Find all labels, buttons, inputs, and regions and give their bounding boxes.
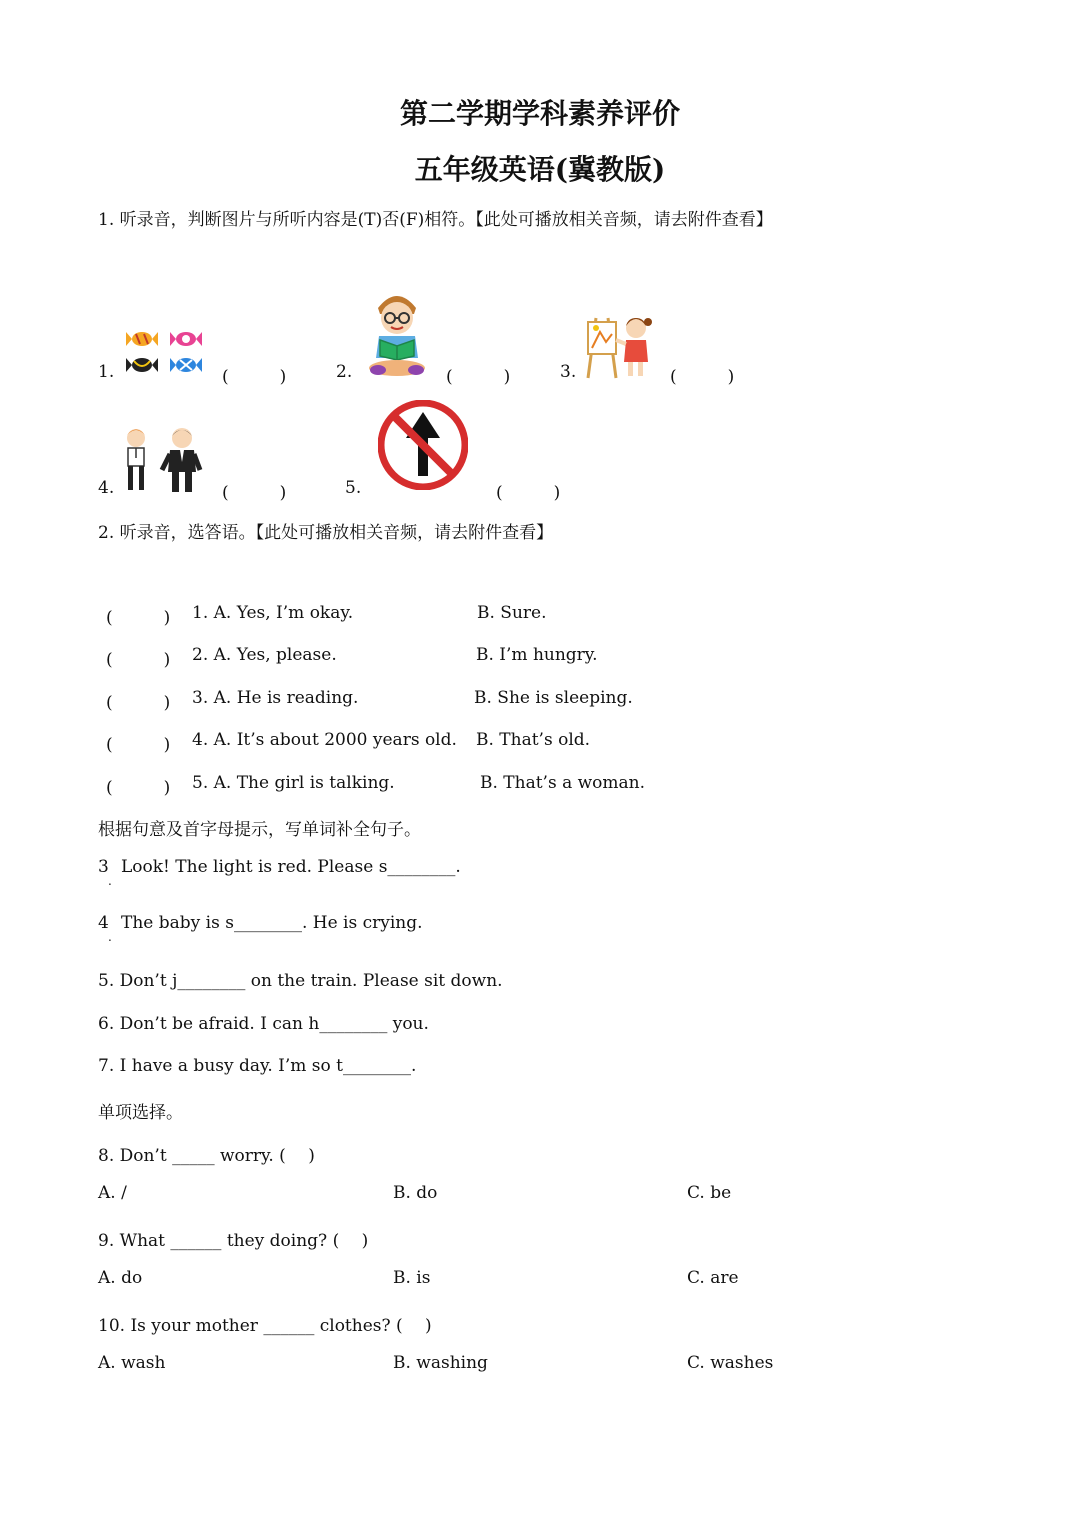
fill-blank-sentence: Look! The light is red. Please s________.	[121, 857, 461, 877]
listen-item-number: 4.	[98, 478, 115, 498]
option-a: 1. A. Yes, I’m okay.	[192, 603, 354, 623]
option-b: B. That’s a woman.	[480, 773, 646, 793]
answer-paren[interactable]: ( )	[106, 735, 171, 755]
option-a: 4. A. It’s about 2000 years old.	[192, 730, 457, 750]
page-title: 第二学期学科素养评价	[399, 97, 680, 130]
fill-blank-sentence: The baby is s________. He is crying.	[121, 913, 423, 933]
fill-blank-sentence: 6. Don’t be afraid. I can h________ you.	[98, 1014, 429, 1034]
option-b: B. Sure.	[477, 603, 547, 623]
answer-paren[interactable]: ( )	[106, 650, 171, 670]
answer-paren[interactable]: ( )	[446, 367, 511, 387]
choice-question: 9. What ______ they doing? ( )	[98, 1231, 369, 1251]
two-men-icon	[118, 426, 204, 494]
question-number: 4	[98, 913, 109, 933]
option-a: 3. A. He is reading.	[192, 688, 359, 708]
section2-heading: 2. 听录音，选答语。【此处可播放相关音频，请去附件查看】	[98, 523, 554, 543]
answer-paren[interactable]: ( )	[106, 778, 171, 798]
fill-blank-sentence: 5. Don’t j________ on the train. Please sit down.	[98, 971, 503, 991]
listen-item-number: 3.	[560, 362, 577, 382]
option-b: B. She is sleeping.	[474, 688, 633, 708]
question-number: 3	[98, 857, 109, 877]
answer-paren[interactable]: ( )	[222, 367, 287, 387]
question-number-dot: .	[108, 874, 112, 888]
choice-option-b: B. is	[393, 1268, 431, 1288]
section3-heading: 根据句意及首字母提示，写单词补全句子。	[98, 820, 421, 840]
choice-option-c: C. are	[687, 1268, 739, 1288]
listen-item-number: 1.	[98, 362, 115, 382]
girl-painting-icon	[582, 312, 654, 380]
choice-option-b: B. do	[393, 1183, 438, 1203]
choice-option-c: C. washes	[687, 1353, 774, 1373]
question-number-dot: .	[108, 930, 112, 944]
listen-item-number: 2.	[336, 362, 353, 382]
choice-option-a: A. do	[98, 1268, 143, 1288]
answer-paren[interactable]: ( )	[670, 367, 735, 387]
listen-item-number: 5.	[345, 478, 362, 498]
choice-question: 8. Don’t _____ worry. ( )	[98, 1146, 315, 1166]
answer-paren[interactable]: ( )	[106, 608, 171, 628]
choice-question: 10. Is your mother ______ clothes? ( )	[98, 1316, 432, 1336]
choice-option-c: C. be	[687, 1183, 732, 1203]
choice-option-a: A. /	[98, 1183, 127, 1203]
section1-heading: 1. 听录音，判断图片与所听内容是(T)否(F)相符。【此处可播放相关音频，请去附件查看】	[98, 210, 773, 230]
answer-paren[interactable]: ( )	[106, 693, 171, 713]
section4-heading: 单项选择。	[98, 1103, 183, 1123]
option-b: B. That’s old.	[476, 730, 591, 750]
candies-icon	[122, 326, 208, 378]
page-subtitle: 五年级英语(冀教版)	[414, 153, 666, 186]
no-straight-ahead-sign-icon	[378, 400, 468, 490]
option-a: 5. A. The girl is talking.	[192, 773, 395, 793]
fill-blank-sentence: 7. I have a busy day. I’m so t________.	[98, 1056, 417, 1076]
choice-option-b: B. washing	[393, 1353, 488, 1373]
answer-paren[interactable]: ( )	[496, 483, 561, 503]
option-a: 2. A. Yes, please.	[192, 645, 337, 665]
option-b: B. I’m hungry.	[476, 645, 598, 665]
choice-option-a: A. wash	[98, 1353, 166, 1373]
answer-paren[interactable]: ( )	[222, 483, 287, 503]
reading-boy-icon	[364, 288, 430, 380]
